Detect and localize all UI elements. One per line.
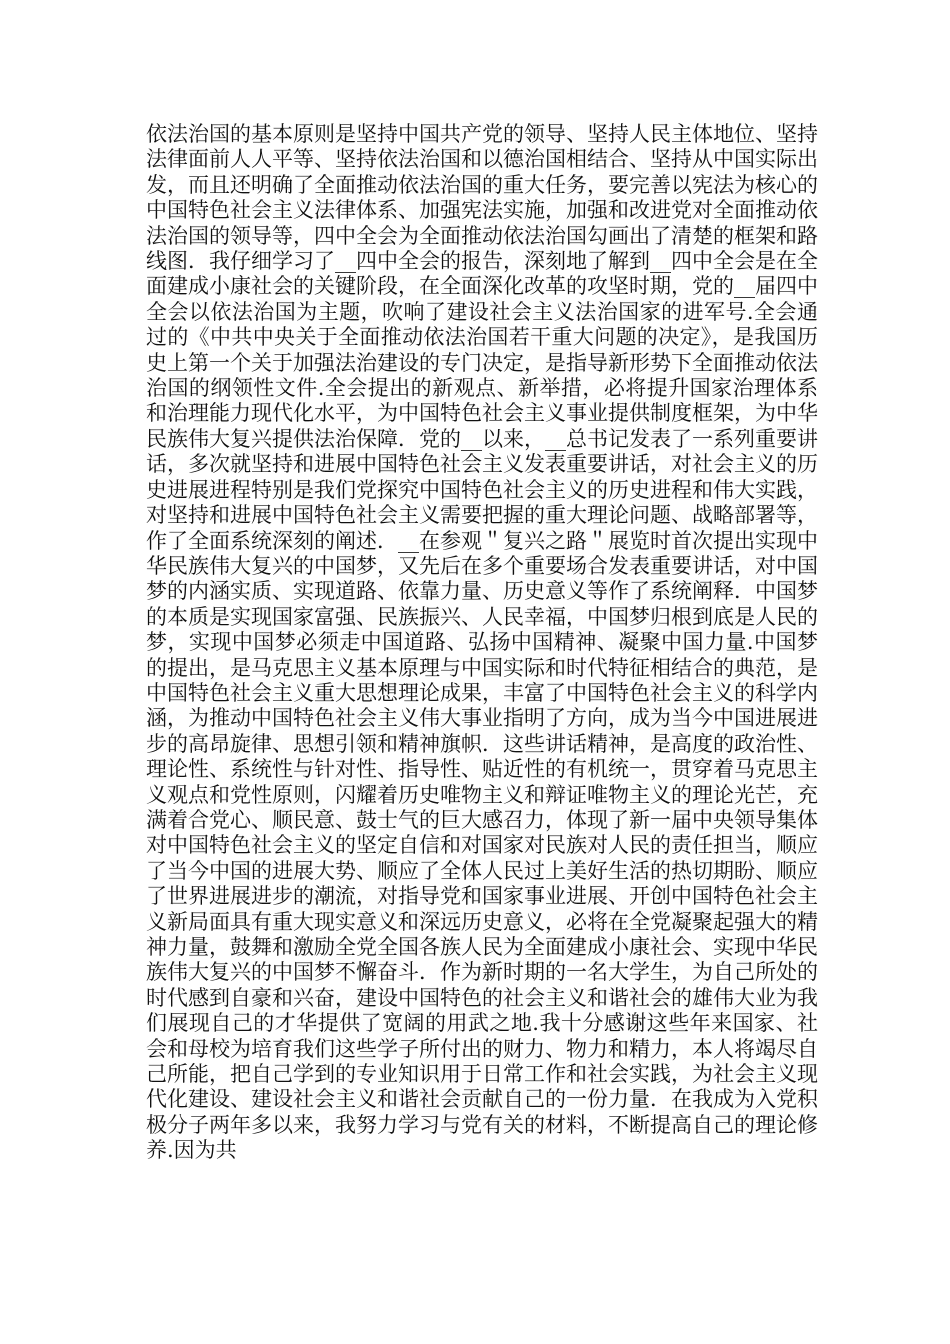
body-paragraph: 依法治国的基本原则是坚持中国共产党的领导、坚持人民主体地位、坚持法律面前人人平等、坚持依法治国和以德治国相结合、坚持从中国实际出发，而且还明确了全面推动依法治国的重大任务，要完善以宪法为核心的中国特色社会主义法律体系、加强宪法实施，加强和改进党对全面推动依法治国的领导等，四中全会为全面推动依法治国勾画出了清楚的框架和路线图．我仔细学习了__四中全会的报告，深刻地了解到__四中全会是在全面建成小康社会的关键阶段，在全面深化改革的攻坚时期，党的__届四中全会以依法治国为主题，吹响了建设社会主义法治国家的进军号.全会通过的《中共中央关于全面推动依法治国若干重大问题的决定》，是我国历史上第一个关于加强法治建设的专门决定，是指导新形势下全面推动依法治国的纲领性文件.全会提出的新观点、新举措，必将提升国家治理体系和治理能力现代化水平，为中国特色社会主义事业提供制度框架，为中华民族伟大复兴提供法治保障．党的__以来，__总书记发表了一系列重要讲话，多次就坚持和进展中国特色社会主义发表重要讲话，对社会主义的历史进展进程特别是我们党探究中国特色社会主义的历史进程和伟大实践，对坚持和进展中国特色社会主义需要把握的重大理论问题、战略部署等，作了全面系统深刻的阐述．__在参观＂复兴之路＂展览时首次提出实现中华民族伟大复兴的中国梦，又先后在多个重要场合发表重要讲话，对中国梦的内涵实质、实现道路、依靠力量、历史意义等作了系统阐释．中国梦的本质是实现国家富强、民族振兴、人民幸福，中国梦归根到底是人民的梦，实现中国梦必须走中国道路、弘扬中国精神、凝聚中国力量.中国梦的提出，是马克思主义基本原理与中国实际和时代特征相结合的典范，是中国特色社会主义重大思想理论成果，丰富了中国特色社会主义的科学内涵，为推动中国特色社会主义伟大事业指明了方向，成为当今中国进展进步的高昂旋律、思想引领和精神旗帜．这些讲话精神，是高度的政治性、理论性、系统性与针对性、指导性、贴近性的有机统一，贯穿着马克思主义观点和党性原则，闪耀着历史唯物主义和辩证唯物主义的理论光芒，充满着合党心、顺民意、鼓士气的巨大感召力，体现了新一届中央领导集体对中国特色社会主义的坚定自信和对国家对民族对人民的责任担当，顺应了当今中国的进展大势、顺应了全体人民过上美好生活的热切期盼、顺应了世界进展进步的潮流，对指导党和国家事业进展、开创中国特色社会主义新局面具有重大现实意义和深远历史意义，必将在全党凝聚起强大的精神力量，鼓舞和激励全党全国各族人民为全面建成小康社会、实现中华民族伟大复兴的中国梦不懈奋斗．作为新时期的一名大学生，为自己所处的时代感到自豪和兴奋，建设中国特色的社会主义和谐社会的雄伟大业为我们展现自己的才华提供了宽阔的用武之地.我十分感谢这些年来国家、社会和母校为培育我们这些学子所付出的财力、物力和精力，本人将竭尽自己所能，把自己学到的专业知识用于日常工作和社会实践，为社会主义现代化建设、建设社会主义和谐社会贡献自己的一份力量．在我成为入党积极分子两年多以来，我努力学习与党有关的材料，不断提高自己的理论修养.因为共 [146,122,818,1163]
